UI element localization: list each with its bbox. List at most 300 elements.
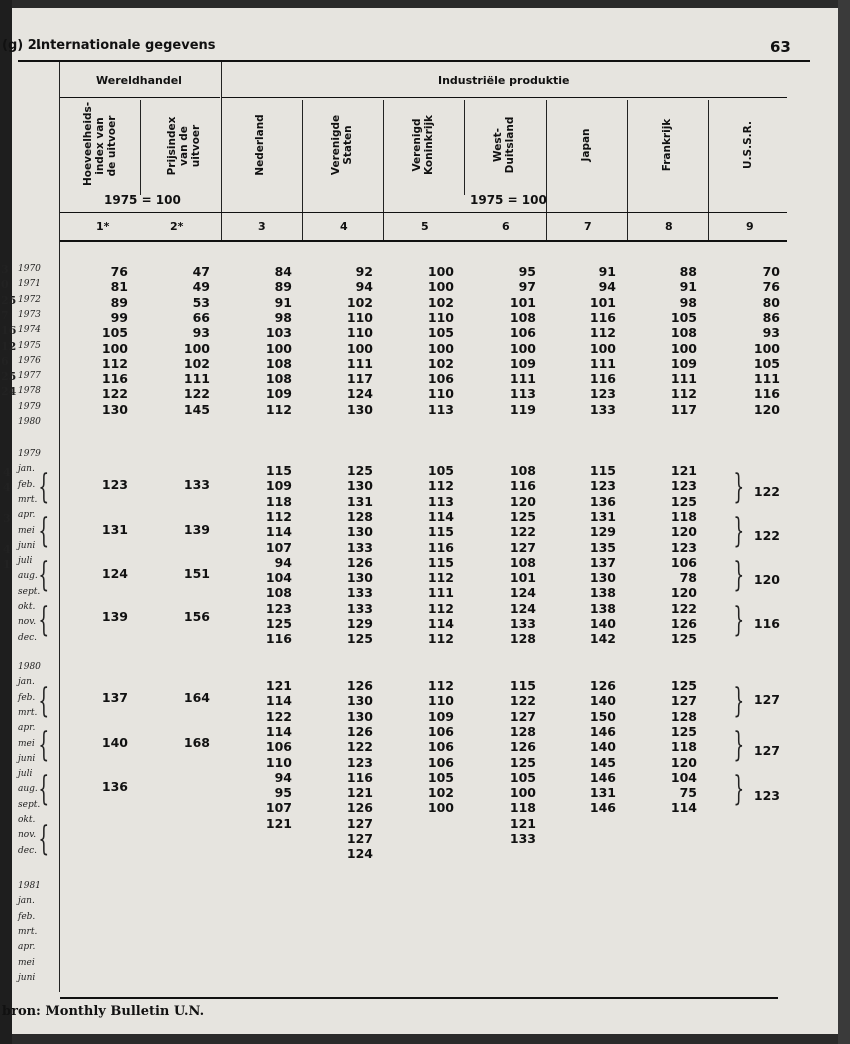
table-cell: 86	[762, 309, 780, 325]
base-rule	[60, 212, 787, 213]
table-cell: 127	[670, 693, 697, 709]
table-cell: 108	[265, 355, 292, 371]
table-cell: 117	[670, 401, 697, 417]
month-label: 1980	[18, 662, 41, 672]
table-cell: 116	[753, 616, 780, 631]
header-label: Nederland	[254, 114, 266, 176]
table-cell: 94	[598, 279, 616, 295]
table-cell: 92	[355, 264, 373, 279]
table-cell: 126	[509, 739, 536, 755]
table-cell: 110	[427, 309, 454, 325]
table-cell: 110	[346, 309, 373, 325]
table-cell: 110	[427, 386, 454, 402]
table-cell: 116	[265, 631, 292, 647]
table-cell: 94	[274, 554, 292, 570]
cut-digit: 25	[1, 370, 17, 384]
table-cell: 105	[427, 769, 454, 785]
table-cell: 127	[753, 743, 780, 758]
header-export-volume	[82, 101, 118, 186]
table-cell: 108	[670, 325, 697, 341]
table-cell: 138	[589, 600, 616, 616]
table-cell: 109	[427, 708, 454, 724]
brace-icon: {	[38, 511, 50, 551]
table-cell: 133	[346, 539, 373, 555]
table-cell: 137	[101, 690, 128, 705]
month-label: dec.	[18, 845, 37, 856]
table-cell: 108	[265, 585, 292, 601]
source-note: bron: Monthly Bulletin U.N.	[2, 1004, 205, 1019]
table-cell: 100	[101, 340, 128, 356]
table-cell: 94	[355, 279, 373, 295]
table-cell: 145	[183, 401, 210, 417]
brace-icon: {	[38, 819, 50, 859]
table-cell: 129	[346, 616, 373, 631]
table-cell: 146	[589, 723, 616, 739]
group-rule-right	[222, 97, 787, 98]
month-label: feb.	[18, 692, 36, 703]
month-label: mei	[18, 738, 35, 749]
table-cell: 93	[192, 325, 210, 341]
table-cell: 112	[427, 631, 454, 647]
table-cell: 111	[346, 355, 373, 371]
table-cell: 130	[346, 570, 373, 586]
table-cell: 118	[265, 493, 292, 509]
month-label: juni	[18, 540, 36, 551]
table-cell: 78	[679, 570, 697, 586]
cut-digit: 25	[1, 293, 17, 307]
month-label: aug.	[18, 784, 38, 795]
table-cell: 111	[427, 585, 454, 601]
table-cell: 107	[265, 800, 292, 816]
table-cell: 119	[509, 401, 536, 417]
table-cell: 106	[670, 554, 697, 570]
table-cell: 102	[427, 355, 454, 371]
table-cell: 106	[265, 739, 292, 755]
month-label: dec.	[18, 632, 37, 643]
table-cell: 133	[589, 401, 616, 417]
table-cell: 131	[346, 493, 373, 509]
table-cell: 135	[589, 539, 616, 555]
table-cell: 121	[265, 815, 292, 831]
table-cell: 114	[265, 524, 292, 540]
table-cell: 93	[762, 325, 780, 341]
table-cell: 126	[346, 554, 373, 570]
table-cell: 109	[265, 386, 292, 402]
table-cell: 106	[509, 325, 536, 341]
table-cell: 114	[265, 723, 292, 739]
table-cell: 110	[265, 754, 292, 770]
table-cell: 125	[509, 754, 536, 770]
table-cell: 122	[509, 693, 536, 709]
table-cell: 112	[427, 678, 454, 693]
month-label: mei	[18, 525, 35, 536]
table-cell: 115	[589, 463, 616, 478]
header-label: West- Duitsland	[492, 116, 516, 174]
table-cell: 49	[192, 279, 210, 295]
table-cell: 126	[346, 723, 373, 739]
table-cell: 151	[183, 566, 210, 581]
month-label: feb.	[18, 911, 36, 922]
table-cell: 130	[346, 693, 373, 709]
month-label: nov.	[18, 830, 37, 841]
table-cell: 115	[509, 678, 536, 693]
table-cell: 88	[679, 264, 697, 279]
table-cell: 127	[509, 708, 536, 724]
table-cell: 116	[509, 478, 536, 494]
table-cell: 91	[598, 264, 616, 279]
table-cell: 120	[670, 524, 697, 540]
table-cell: 80	[762, 294, 780, 310]
month-label: jan.	[18, 896, 35, 907]
table-cell: 125	[670, 723, 697, 739]
year-label: 1977	[18, 371, 41, 382]
month-label: okt.	[18, 602, 36, 612]
month-label: juli	[18, 556, 33, 567]
cut-digit: 12	[1, 339, 17, 353]
table-cell: 100	[753, 340, 780, 356]
table-cell: 112	[265, 508, 292, 524]
table-cell: 133	[183, 477, 210, 492]
table-cell: 123	[670, 539, 697, 555]
table-cell: 130	[346, 478, 373, 494]
table-cell: 104	[265, 570, 292, 586]
month-label: juni	[18, 753, 36, 764]
table-cell: 130	[589, 570, 616, 586]
brace-icon: {	[38, 467, 50, 507]
table-cell: 130	[346, 524, 373, 540]
table-cell: 122	[183, 386, 210, 402]
brace-icon: }	[733, 600, 745, 640]
table-cell: 114	[265, 693, 292, 709]
year-label: 1973	[18, 309, 41, 320]
table-cell: 95	[518, 264, 536, 279]
table-cell: 133	[346, 585, 373, 601]
table-cell: 102	[427, 785, 454, 801]
table-cell: 112	[670, 386, 697, 402]
table-cell: 76	[762, 279, 780, 295]
table-cell: 140	[589, 739, 616, 755]
page-title: Internationale gegevens	[36, 38, 216, 53]
table-cell: 129	[589, 524, 616, 540]
table-cell: 128	[509, 723, 536, 739]
table-cell: 100	[183, 340, 210, 356]
table-cell: 113	[427, 493, 454, 509]
header-label: Frankrijk	[661, 118, 673, 172]
table-cell: 118	[670, 739, 697, 755]
column-number: 6	[502, 220, 510, 233]
brace-icon: }	[733, 681, 745, 721]
group-world-trade: Wereldhandel	[96, 74, 182, 87]
table-cell: 121	[670, 463, 697, 478]
month-label: sept.	[18, 799, 41, 810]
table-cell: 100	[265, 340, 292, 356]
table-cell: 98	[679, 294, 697, 310]
header-west-germany	[492, 110, 516, 180]
month-label: juli	[18, 769, 33, 780]
header-uk	[411, 110, 435, 180]
table-cell: 105	[670, 309, 697, 325]
header-france	[661, 110, 673, 180]
year-label: 1976	[18, 355, 41, 366]
month-label: okt.	[18, 815, 36, 825]
col-divider	[383, 100, 384, 242]
table-cell: 106	[427, 723, 454, 739]
base-year-left: 1975 = 100	[104, 193, 181, 207]
brace-icon: }	[733, 555, 745, 595]
table-cell: 112	[265, 401, 292, 417]
table-cell: 125	[670, 631, 697, 647]
table-cell: 131	[101, 522, 128, 537]
table-cell: 123	[265, 600, 292, 616]
table-cell: 120	[509, 493, 536, 509]
table-cell: 106	[427, 371, 454, 387]
year-label: 1971	[18, 279, 41, 290]
table-cell: 156	[183, 609, 210, 624]
table-cell: 75	[679, 785, 697, 801]
table-cell: 108	[265, 371, 292, 387]
table-cell: 120	[670, 585, 697, 601]
table-cell: 100	[589, 340, 616, 356]
table-cell: 70	[762, 264, 780, 279]
brace-icon: }	[733, 511, 745, 551]
table-cell: 123	[101, 477, 128, 492]
table-cell: 111	[753, 371, 780, 387]
table-cell: 125	[346, 463, 373, 478]
table-cell: 110	[427, 693, 454, 709]
year-label: 1979	[18, 401, 41, 412]
table-cell: 114	[427, 616, 454, 631]
table-cell: 139	[183, 522, 210, 537]
table-cell: 112	[101, 355, 128, 371]
table-cell: 123	[589, 386, 616, 402]
month-label: sept.	[18, 586, 41, 597]
table-cell: 168	[183, 735, 210, 750]
table-cell: 121	[509, 815, 536, 831]
colnum-rule	[60, 240, 787, 242]
table-cell: 126	[346, 678, 373, 693]
table-cell: 123	[753, 788, 780, 803]
table-cell: 100	[427, 340, 454, 356]
table-cell: 122	[101, 386, 128, 402]
brace-icon: {	[38, 600, 50, 640]
table-cell: 126	[589, 678, 616, 693]
col-divider	[708, 100, 709, 242]
table-cell: 100	[427, 279, 454, 295]
table-cell: 127	[509, 539, 536, 555]
table-cell: 116	[589, 371, 616, 387]
col-divider	[302, 100, 303, 242]
column-number: 9	[746, 220, 754, 233]
table-cell: 139	[101, 609, 128, 624]
table-cell: 122	[509, 524, 536, 540]
year-label: 1978	[18, 386, 41, 397]
table-cell: 125	[346, 631, 373, 647]
table-cell: 140	[101, 735, 128, 750]
table-cell: 120	[753, 572, 780, 587]
table-cell: 109	[670, 355, 697, 371]
table-cell: 122	[670, 600, 697, 616]
table-cell: 91	[274, 294, 292, 310]
table-cell: 109	[509, 355, 536, 371]
year-label: 1980	[18, 417, 41, 427]
column-number: 2*	[170, 220, 184, 233]
col-divider	[140, 100, 141, 195]
col-divider	[627, 100, 628, 242]
table-cell: 116	[346, 769, 373, 785]
header-export-price	[166, 106, 202, 186]
table-cell: 101	[589, 294, 616, 310]
brace-icon: {	[38, 725, 50, 765]
table-cell: 105	[427, 463, 454, 478]
month-label: 1981	[18, 881, 41, 891]
month-label: juni	[18, 972, 36, 983]
month-label: mrt.	[18, 707, 38, 718]
table-cell: 127	[346, 831, 373, 846]
group-divider	[221, 62, 222, 242]
col-divider	[464, 100, 465, 195]
month-label: mrt.	[18, 494, 38, 505]
table-cell: 115	[427, 554, 454, 570]
month-label: apr.	[18, 723, 36, 734]
table-cell: 133	[509, 616, 536, 631]
cut-digit: 3	[3, 511, 11, 525]
table-cell: 105	[427, 325, 454, 341]
column-number: 7	[584, 220, 592, 233]
table-cell: 106	[427, 754, 454, 770]
section-mark: (g) 2.	[2, 38, 42, 53]
table-cell: 125	[670, 678, 697, 693]
table-cell: 104	[670, 769, 697, 785]
table-cell: 121	[265, 678, 292, 693]
page-number: 63	[770, 38, 791, 56]
table-cell: 113	[509, 386, 536, 402]
table-cell: 100	[346, 340, 373, 356]
month-label: mrt.	[18, 926, 38, 937]
header-japan	[580, 110, 592, 180]
group-industrial: Industriële produktie	[438, 74, 570, 87]
table-cell: 97	[518, 279, 536, 295]
cut-digit: 16	[1, 324, 17, 338]
table-cell: 111	[183, 371, 210, 387]
table-cell: 125	[670, 493, 697, 509]
table-cell: 91	[679, 279, 697, 295]
header-label: Verenigde Staten	[330, 114, 354, 176]
table-cell: 112	[427, 478, 454, 494]
cut-digit: 4	[3, 542, 11, 556]
month-label: jan.	[18, 464, 35, 475]
brace-icon: }	[733, 769, 745, 809]
column-number: 8	[665, 220, 673, 233]
table-cell: 123	[670, 478, 697, 494]
table-cell: 111	[509, 371, 536, 387]
table-cell: 116	[753, 386, 780, 402]
year-label: 1975	[18, 340, 41, 351]
column-number: 5	[421, 220, 429, 233]
table-cell: 146	[589, 800, 616, 816]
table-cell: 76	[110, 264, 128, 279]
table-cell: 112	[427, 570, 454, 586]
table-cell: 100	[509, 785, 536, 801]
table-cell: 130	[346, 401, 373, 417]
table-cell: 110	[346, 325, 373, 341]
table-cell: 120	[753, 401, 780, 417]
table-cell: 117	[346, 371, 373, 387]
table-cell: 164	[183, 690, 210, 705]
table-cell: 99	[110, 309, 128, 325]
table-cell: 128	[670, 708, 697, 724]
table-cell: 127	[346, 815, 373, 831]
header-nederland	[254, 110, 266, 180]
table-cell: 105	[509, 769, 536, 785]
table-cell: 118	[670, 508, 697, 524]
table-cell: 140	[589, 616, 616, 631]
table-cell: 140	[589, 693, 616, 709]
table-cell: 122	[346, 739, 373, 755]
month-label: mei	[18, 957, 35, 968]
brace-icon: }	[733, 725, 745, 765]
brace-icon: {	[38, 555, 50, 595]
table-cell: 101	[509, 570, 536, 586]
column-number: 1*	[96, 220, 110, 233]
month-label: apr.	[18, 942, 36, 953]
table-cell: 124	[346, 846, 373, 862]
table-cell: 103	[265, 325, 292, 341]
table-cell: 95	[274, 785, 292, 801]
header-ussr	[742, 110, 754, 180]
table-cell: 108	[509, 554, 536, 570]
table-cell: 150	[589, 708, 616, 724]
table-cell: 113	[427, 401, 454, 417]
right-page-edge	[838, 0, 850, 1044]
table-cell: 121	[346, 785, 373, 801]
table-cell: 115	[265, 463, 292, 478]
table-cell: 102	[183, 355, 210, 371]
table-cell: 133	[509, 831, 536, 846]
group-rule-left	[60, 97, 220, 98]
table-left-border	[59, 62, 60, 992]
table-cell: 111	[670, 371, 697, 387]
brace-icon: {	[38, 681, 50, 721]
table-cell: 89	[110, 294, 128, 310]
table-cell: 128	[509, 631, 536, 647]
table-cell: 126	[346, 800, 373, 816]
table-cell: 100	[670, 340, 697, 356]
table-cell: 114	[670, 800, 697, 816]
col-divider	[546, 100, 547, 242]
table-cell: 66	[192, 309, 210, 325]
table-cell: 101	[509, 294, 536, 310]
cut-digit: 24	[1, 385, 17, 399]
header-label: Hoeveelheids- index van de uitvoer	[82, 101, 118, 186]
table-cell: 89	[274, 279, 292, 295]
table-cell: 115	[427, 524, 454, 540]
base-year-right: 1975 = 100	[470, 193, 547, 207]
table-cell: 138	[589, 585, 616, 601]
header-label: Japan	[580, 128, 592, 162]
table-cell: 84	[274, 264, 292, 279]
table-cell: 105	[101, 325, 128, 341]
cut-digit: 4	[3, 481, 11, 495]
table-cell: 47	[192, 264, 210, 279]
table-cell: 105	[753, 355, 780, 371]
table-cell: 108	[509, 463, 536, 478]
table-cell: 106	[427, 739, 454, 755]
cut-digit: 4	[3, 466, 11, 479]
table-cell: 109	[265, 478, 292, 494]
table-cell: 116	[427, 539, 454, 555]
table-cell: 98	[274, 309, 292, 325]
month-label: aug.	[18, 571, 38, 582]
